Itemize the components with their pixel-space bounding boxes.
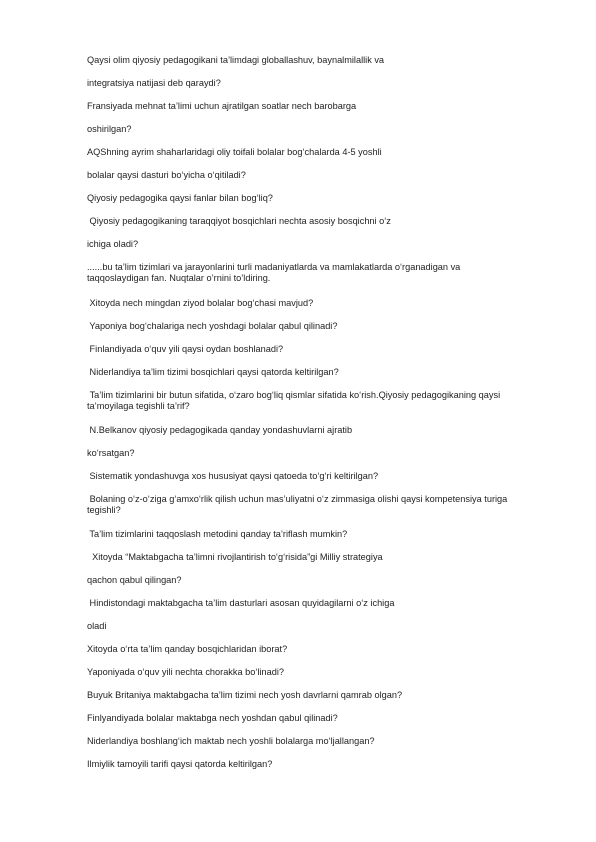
text-paragraph: ......bu ta’lim tizimlari va jarayonlarini turli madaniyatlarda va mamlakatlarda o‘rganadigan va taqqoslaydigan fan. Nuqtalar o’rnini to’ldiring.: [87, 262, 461, 283]
text-line: Qiyosiy pedagogikaning taraqqiyot bosqichlari nechta asosiy bosqichni o‘z: [87, 216, 391, 226]
text-line: AQShning ayrim shaharlaridagi oliy toifali bolalar bog‘chalarda 4-5 yoshli: [87, 147, 382, 157]
text-line: Yaponiyada o‘quv yili nechta chorakka bo‘linadi?: [87, 667, 284, 677]
text-line: Qiyosiy pedagogika qaysi fanlar bilan bog‘liq?: [87, 193, 273, 203]
text-line: qachon qabul qilingan?: [87, 575, 182, 585]
text-line: Qaysi olim qiyosiy pedagogikani ta’limdagi globallashuv, baynalmilallik va: [87, 55, 385, 65]
text-line: Fransiyada mehnat ta’limi uchun ajratilgan soatlar nech barobarga: [87, 101, 357, 111]
text-line: Finlyandiyada bolalar maktabga nech yoshdan qabul qilinadi?: [87, 713, 338, 723]
text-line: Xitoyda nech mingdan ziyod bolalar bog‘chasi mavjud?: [87, 298, 314, 308]
text-line: Buyuk Britaniya maktabgacha ta’lim tizimi nech yosh davrlarni qamrab olgan?: [87, 690, 403, 700]
text-line: Xitoyda o‘rta ta’lim qanday bosqichlaridan iborat?: [87, 644, 288, 654]
text-line: ko‘rsatgan?: [87, 448, 135, 458]
text-line: Niderlandiya ta’lim tizimi bosqichlari qaysi qatorda keltirilgan?: [87, 367, 339, 377]
text-line: Niderlandiya boshlang‘ich maktab nech yoshli bolalarga mo‘ljallangan?: [87, 736, 375, 746]
text-line: oshirilgan?: [87, 124, 132, 134]
text-line: Yaponiya bog‘chalariga nech yoshdagi bolalar qabul qilinadi?: [87, 321, 338, 331]
text-line: Sistematik yondashuvga xos hususiyat qaysi qatoeda to‘g‘ri keltirilgan?: [87, 471, 379, 481]
text-line: Ilmiylik tamoyili tarifi qaysi qatorda keltirilgan?: [87, 759, 273, 769]
text-paragraph: Bolaning o‘z-o‘ziga g‘amxo‘rlik qilish uchun mas’uliyatni o‘z zimmasiga olishi qaysi kompetensiya turiga tegishli?: [87, 494, 508, 515]
text-line: ichiga oladi?: [87, 239, 139, 249]
text-line: Finlandiyada o‘quv yili qaysi oydan boshlanadi?: [87, 344, 284, 354]
text-line: Hindistondagi maktabgacha ta’lim dasturlari asosan quyidagilarni o‘z ichiga: [87, 598, 395, 608]
text-line: oladi: [87, 621, 107, 631]
text-paragraph: Ta’lim tizimlarini bir butun sifatida, o‘zaro bog‘liq qismlar sifatida ko‘rish.Qiyosiy pedagogikaning qaysi ta’moyilaga tegishli ta’rif?: [87, 390, 501, 411]
text-line: Ta’lim tizimlarini taqqoslash metodini qanday ta’riflash mumkin?: [87, 529, 348, 539]
text-line: bolalar qaysi dasturi bo‘yicha o‘qitiladi?: [87, 170, 246, 180]
text-line: Xitoyda “Maktabgacha ta’limni rivojlantirish to‘g‘risida”gi Milliy strategiya: [87, 552, 383, 562]
text-line: integratsiya natijasi deb qaraydi?: [87, 78, 221, 88]
text-line: N.Belkanov qiyosiy pedagogikada qanday yondashuvlarni ajratib: [87, 425, 353, 435]
